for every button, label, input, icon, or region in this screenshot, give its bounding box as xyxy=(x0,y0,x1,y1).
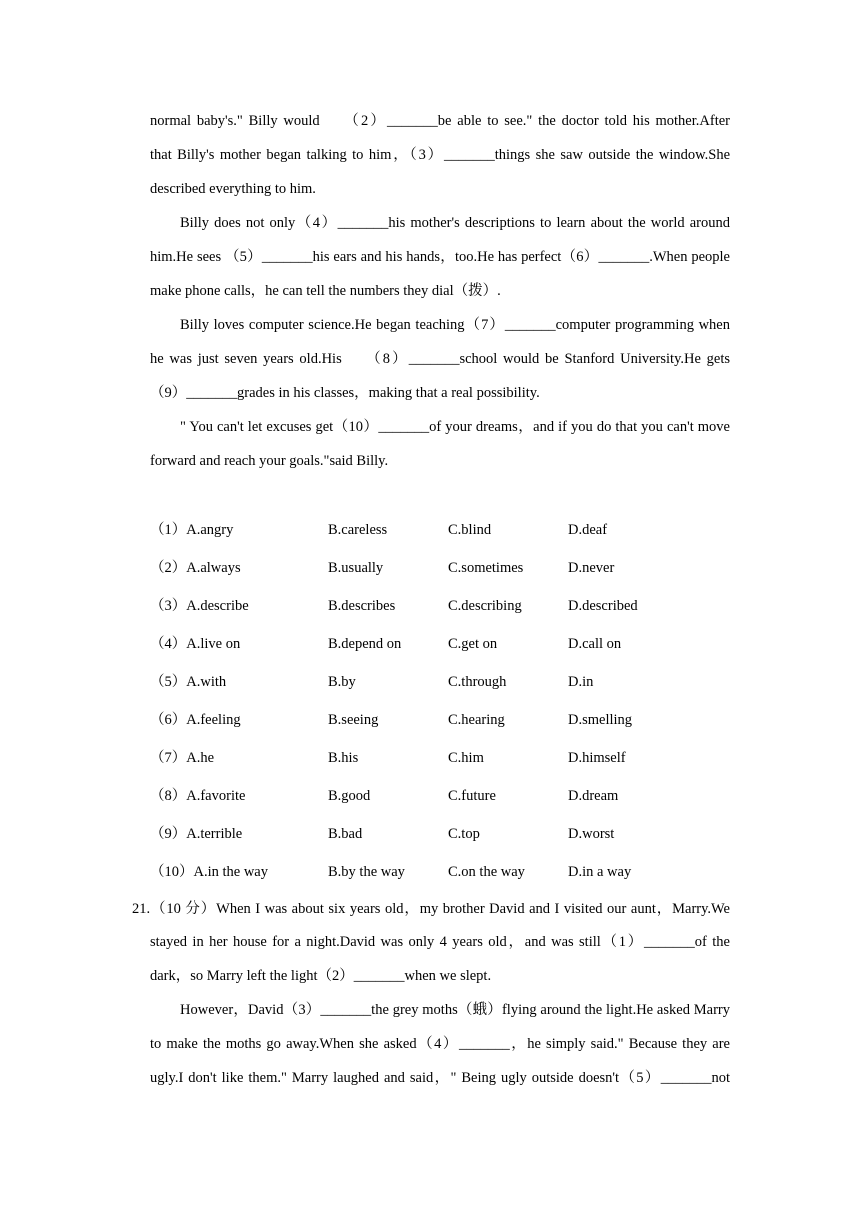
passage-line: normal baby's." Billy would （2）_______be able to see." the doctor told his mother.After xyxy=(150,113,730,129)
option-d: D.deaf xyxy=(568,522,608,538)
question-line: to make the moths go away.When she asked（4）_______，he simply said." Because they are xyxy=(150,1036,730,1052)
option-c: C.hearing xyxy=(448,712,505,728)
passage-line: " You can't let excuses get（10）_______of your dreams，and if you do that you can't move xyxy=(180,419,730,435)
option-c: C.sometimes xyxy=(448,560,524,576)
option-c: C.blind xyxy=(448,522,492,538)
option-a: （3）A.describe xyxy=(150,598,249,614)
passage-line: Billy does not only（4）_______his mother's descriptions to learn about the world around xyxy=(180,215,730,231)
question-line: However，David（3）_______the grey moths（蛾）flying around the light.He asked Marry xyxy=(180,1002,730,1018)
passage-line: forward and reach your goals."said Billy. xyxy=(150,453,389,469)
option-c: C.describing xyxy=(448,598,522,614)
option-a: （1）A.angry xyxy=(150,522,234,538)
option-d: D.never xyxy=(568,560,615,576)
option-c: C.on the way xyxy=(448,864,525,880)
passage-line: make phone calls，he can tell the numbers they dial（拨）. xyxy=(150,283,501,299)
option-c: C.him xyxy=(448,750,484,766)
question-line: ugly.I don't like them." Marry laughed and said，" Being ugly outside doesn't（5）_______not xyxy=(150,1070,730,1086)
option-b: B.his xyxy=(328,750,359,766)
option-c: C.future xyxy=(448,788,496,804)
option-d: D.dream xyxy=(568,788,619,804)
question-line: 21.（10 分）When I was about six years old，my brother David and I visited our aunt，Marry.We xyxy=(132,901,730,917)
option-b: B.bad xyxy=(328,826,363,842)
option-a: （9）A.terrible xyxy=(150,826,243,842)
option-c: C.top xyxy=(448,826,480,842)
option-d: D.worst xyxy=(568,826,615,842)
option-b: B.careless xyxy=(328,522,388,538)
option-b: B.by xyxy=(328,674,356,690)
option-d: D.in a way xyxy=(568,864,632,880)
passage-line: that Billy's mother began talking to him，（3）_______things she saw outside the window.She xyxy=(150,147,730,163)
option-d: D.described xyxy=(568,598,638,614)
option-a: （10）A.in the way xyxy=(150,864,268,880)
option-d: D.smelling xyxy=(568,712,633,728)
passage-line: described everything to him. xyxy=(150,181,316,197)
option-b: B.seeing xyxy=(328,712,379,728)
option-c: C.through xyxy=(448,674,507,690)
option-a: （8）A.favorite xyxy=(150,788,246,804)
question-line: stayed in her house for a night.David was only 4 years old，and was still（1）_______of the xyxy=(150,934,730,950)
option-a: （5）A.with xyxy=(150,674,227,690)
question-line: dark，so Marry left the light（2）_______when we slept. xyxy=(150,968,492,984)
passage-line: him.He sees （5）_______his ears and his hands，too.He has perfect（6）_______.When people xyxy=(150,249,730,265)
option-a: （4）A.live on xyxy=(150,636,241,652)
option-b: B.depend on xyxy=(328,636,402,652)
option-d: D.in xyxy=(568,674,594,690)
option-d: D.call on xyxy=(568,636,622,652)
option-a: （2）A.always xyxy=(150,560,241,576)
option-d: D.himself xyxy=(568,750,626,766)
option-b: B.usually xyxy=(328,560,384,576)
option-a: （7）A.he xyxy=(150,750,215,766)
option-b: B.good xyxy=(328,788,371,804)
option-b: B.describes xyxy=(328,598,396,614)
passage-line: he was just seven years old.His （8）_______school would be Stanford University.He gets xyxy=(150,351,730,367)
option-b: B.by the way xyxy=(328,864,405,880)
option-c: C.get on xyxy=(448,636,498,652)
passage-line: （9）_______grades in his classes，making that a real possibility. xyxy=(150,385,540,401)
option-a: （6）A.feeling xyxy=(150,712,241,728)
passage-line: Billy loves computer science.He began teaching（7）_______computer programming when xyxy=(180,317,730,333)
